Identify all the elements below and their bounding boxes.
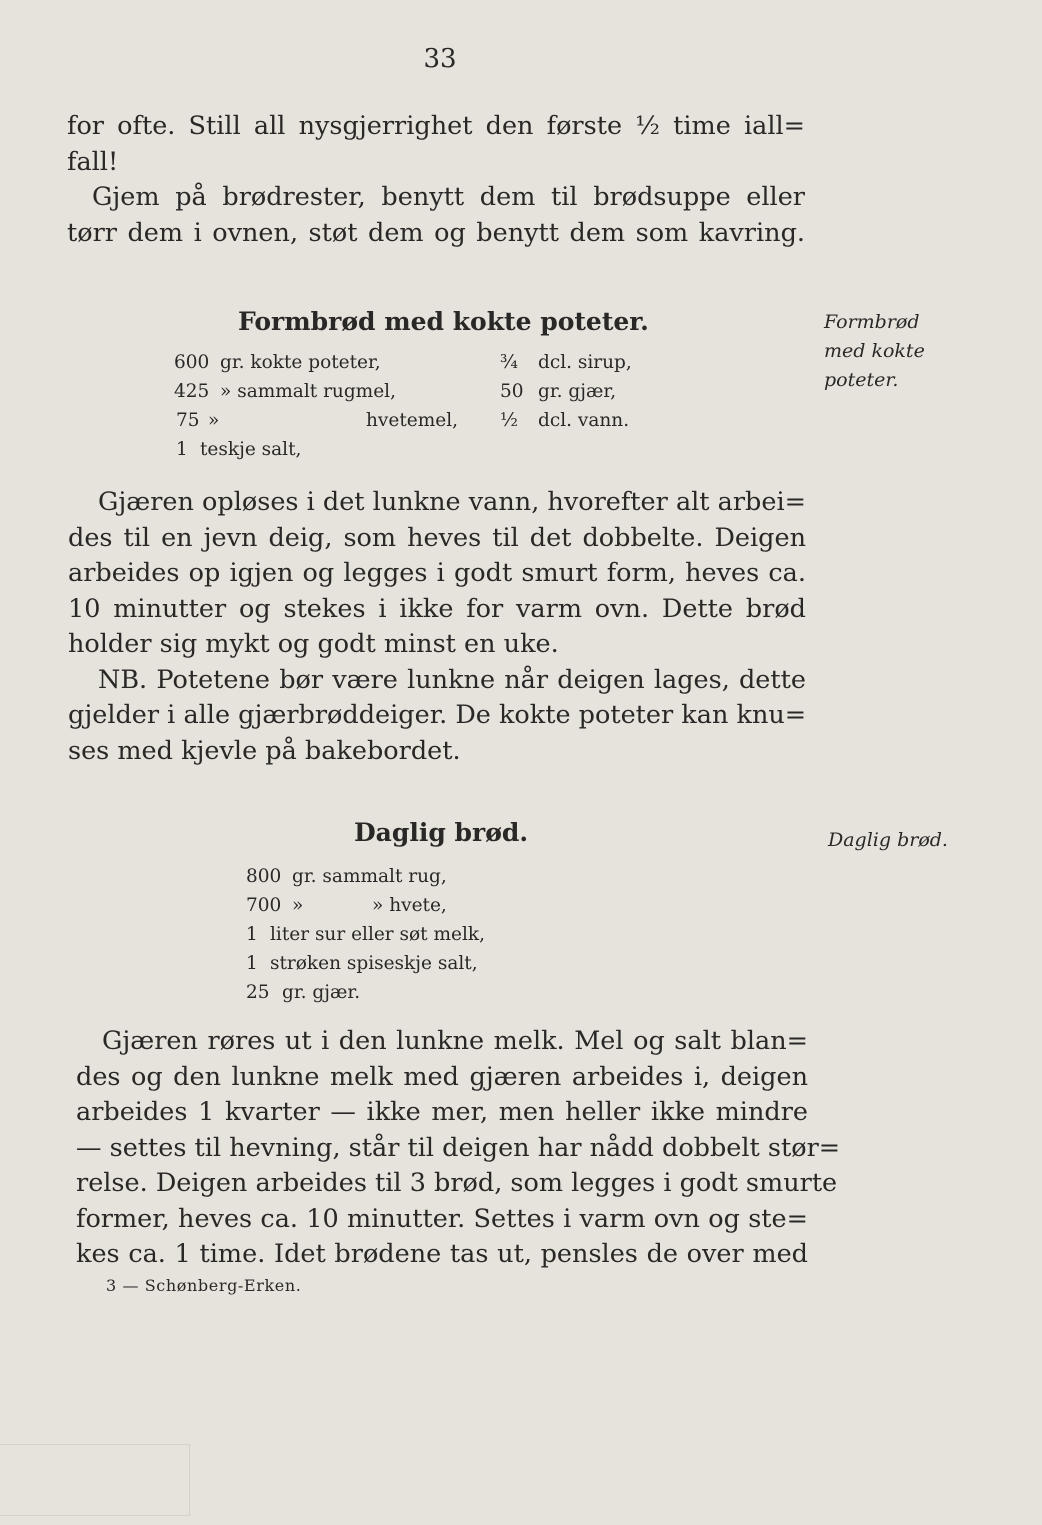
- ingredient-row: [174, 348, 694, 377]
- ingredient-amount: 1: [246, 953, 258, 974]
- text-line: gjelder i alle gjærbrøddeiger. De kokte poteter kan knu=: [68, 700, 807, 730]
- ingredient-text: liter sur eller søt melk,: [270, 924, 485, 945]
- ingredient-amount: ½: [500, 410, 518, 431]
- margin-note-line: poteter.: [824, 369, 899, 391]
- ingredient-ditto: »: [292, 895, 304, 916]
- ingredient-row: [174, 435, 694, 464]
- ingredient-text: gr. gjær.: [282, 982, 361, 1003]
- ingredient-row: [246, 978, 546, 1007]
- text-line: ses med kjevle på bakebordet.: [68, 735, 461, 766]
- margin-note-formbrod: [824, 308, 925, 395]
- margin-note-line: Daglig brød.: [828, 829, 948, 851]
- ingredient-text: hvetemel,: [366, 410, 458, 431]
- ingredient-amount: 75: [176, 410, 200, 431]
- intro-paragraph: [67, 109, 805, 251]
- text-line: NB. Potetene bør være lunkne når deigen lages, dette: [98, 664, 806, 695]
- ingredient-amount: 1: [246, 924, 258, 945]
- scan-artifact-box: [0, 1444, 190, 1516]
- ingredient-row: [246, 949, 546, 978]
- text-line: tørr dem i ovnen, støt dem og benytt dem som kavring.: [67, 217, 805, 248]
- ingredient-list-formbrod: [174, 348, 694, 464]
- signature-footer: 3 — Schønberg-Erken.: [106, 1276, 302, 1295]
- ingredient-text: dcl. sirup,: [538, 352, 632, 373]
- text-line: des til en jevn deig, som heves til det dobbelte. Deigen: [68, 522, 806, 553]
- ingredient-amount: 1: [176, 439, 188, 460]
- ingredient-text: » sammalt rugmel,: [220, 381, 396, 402]
- margin-note-line: Formbrød: [824, 311, 920, 333]
- text-line: des og den lunkne melk med gjæren arbeides i, deigen: [76, 1061, 808, 1092]
- recipe-title-formbrod: Formbrød med kokte poteter.: [238, 307, 649, 336]
- text-line: — settes til hevning, står til deigen har nådd dobbelt stør=: [76, 1132, 841, 1163]
- text-line: for ofte. Still all nysgjerrighet den første ½ time iall=: [67, 111, 805, 141]
- ingredient-amount: 700: [246, 895, 282, 916]
- ingredient-row: [174, 377, 694, 406]
- text-line: holder sig mykt og godt minst en uke.: [68, 629, 559, 659]
- text-line: Gjæren opløses i det lunkne vann, hvorefter alt arbei=: [98, 487, 806, 517]
- text-line: former, heves ca. 10 minutter. Settes i varm ovn og ste=: [76, 1203, 808, 1234]
- text-line: arbeides op igjen og legges i godt smurt form, heves ca.: [68, 558, 806, 588]
- text-line: Gjem på brødrester, benytt dem til brødsuppe eller: [92, 182, 805, 212]
- text-line: relse. Deigen arbeides til 3 brød, som legges i godt smurte: [76, 1168, 838, 1198]
- method-paragraph-daglig: [76, 1024, 841, 1273]
- ingredient-ditto: »: [208, 410, 220, 431]
- method-paragraph-formbrod: [68, 485, 806, 769]
- ingredient-text: teskje salt,: [200, 439, 302, 460]
- text-line: Gjæren røres ut i den lunkne melk. Mel og salt blan=: [102, 1026, 808, 1056]
- margin-note-line: med kokte: [824, 340, 925, 362]
- ingredient-row: [246, 891, 546, 920]
- ingredient-text: dcl. vann.: [538, 410, 630, 431]
- ingredient-text: » hvete,: [372, 895, 447, 916]
- ingredient-text: gr. gjær,: [538, 381, 617, 402]
- ingredient-list-daglig: [246, 862, 546, 1007]
- margin-note-daglig: [828, 826, 948, 855]
- text-line: kes ca. 1 time. Idet brødene tas ut, pensles de over med: [76, 1239, 808, 1269]
- ingredient-amount: 50: [500, 381, 524, 402]
- text-line: 10 minutter og stekes i ikke for varm ovn. Dette brød: [68, 593, 806, 624]
- text-line: fall!: [67, 146, 119, 177]
- ingredient-row: [246, 862, 546, 891]
- ingredient-amount: 25: [246, 982, 270, 1003]
- ingredient-text: gr. kokte poteter,: [220, 352, 381, 373]
- ingredient-amount: 425: [174, 381, 210, 402]
- text-line: arbeides 1 kvarter — ikke mer, men heller ikke mindre: [76, 1097, 808, 1127]
- ingredient-amount: 600: [174, 352, 210, 373]
- page-number: 33: [423, 44, 457, 74]
- ingredient-amount: 800: [246, 866, 282, 887]
- ingredient-row: [174, 406, 694, 435]
- ingredient-amount: ¾: [500, 352, 518, 373]
- ingredient-text: gr. sammalt rug,: [292, 866, 447, 887]
- ingredient-text: strøken spiseskje salt,: [270, 953, 478, 974]
- recipe-title-daglig: Daglig brød.: [354, 818, 529, 847]
- ingredient-row: [246, 920, 546, 949]
